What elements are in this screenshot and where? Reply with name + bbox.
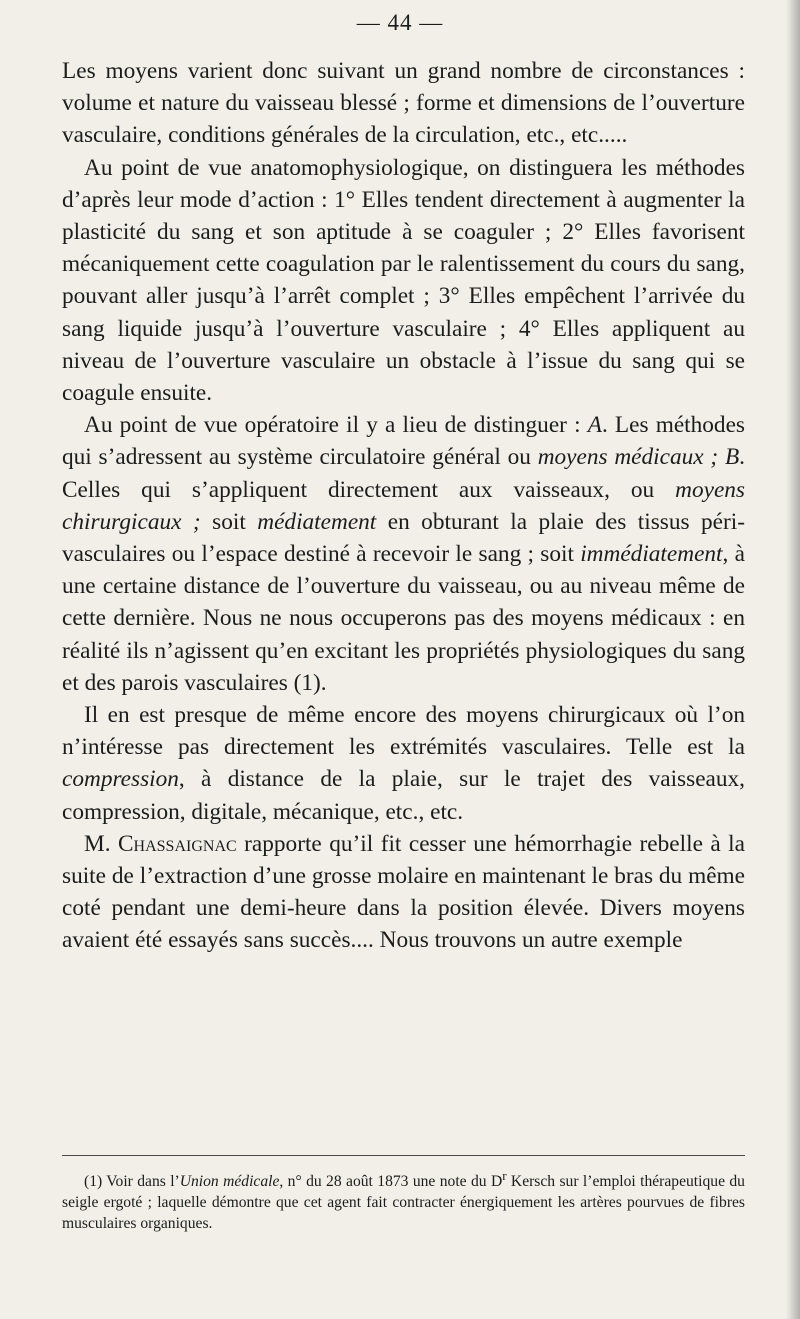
paragraph-2: Au point de vue anatomophysiologique, on distinguera les méthodes d’après leur mode d’action : 1° Elles tendent directement à augmenter la plasticité du sang et son aptitude à se coaguler ; 2° Elles favorisent mécaniquement cette coagulation par le ralentissement du cours du sang, pouvant aller jusqu’à l’arrêt complet ; 3° Elles empêchent l’arrivée du sang liquide jusqu’à l’ouverture vasculaire ; 4° Elles appliquent au niveau de l’ouverture vasculaire un obstacle à l’issue du sang qui se coagule ensuite. <box>62 154 745 407</box>
text-segment: , n° du 28 août 1873 une note du D <box>279 1173 503 1191</box>
italic-segment: immédiatement <box>580 541 723 568</box>
paragraph-3 <box>62 409 745 699</box>
footnote-divider <box>62 1155 745 1156</box>
author-name: Chassaignac <box>118 830 237 857</box>
footnote-marker: (1) <box>84 1173 103 1191</box>
italic-segment: A <box>587 412 602 439</box>
italic-segment: compression <box>62 766 179 793</box>
page-edge-shadow <box>786 0 800 1319</box>
text-segment: , à une certaine distance de l’ouverture du vaisseau, ou au niveau même de cette dernière. Nous ne nous occuperons pas des moyens médicaux : en réalité ils n’agissent qu’en excitant les propriétés physiologiques du sang et des parois vasculaires (1). <box>62 541 745 696</box>
body-text <box>62 55 745 957</box>
page-number: — 44 — <box>356 10 444 35</box>
italic-segment: Union médicale <box>179 1173 280 1191</box>
text-segment: . Celles qui s’appliquent directement aux vaisseaux, ou <box>62 444 745 503</box>
superscript: r <box>502 1168 507 1183</box>
paragraph-4 <box>62 699 745 828</box>
text-segment: Voir dans l’ <box>102 1173 180 1191</box>
text-segment: , à distance de la plaie, sur le trajet des vaisseaux, compression, digitale, mécanique, etc., etc. <box>62 766 745 825</box>
text-segment: Il en est presque de même encore des moyens chirurgicaux où l’on n’intéresse pas directement les extrémités vasculaires. Telle est la <box>62 702 745 761</box>
text-segment: Kersch sur l’emploi thérapeutique du seigle ergoté ; laquelle démontre que cet agent fait contracter énergiquement les artères pourvues de fibres musculaires organiques. <box>62 1173 745 1233</box>
text-segment: rapporte qu’il fit cesser une hémorrhagie rebelle à la suite de l’extraction d’une grosse molaire en maintenant le bras du même coté pendant une demi-heure dans la position élevée. Divers moyens avaient été essayés sans succès.... Nous trouvons un autre exemple <box>62 830 745 954</box>
text-segment: soit <box>200 508 258 535</box>
text-segment: M. <box>84 830 119 857</box>
paragraph-1: Les moyens varient donc suivant un grand nombre de circonstances : volume et nature du vaisseau blessé ; forme et dimensions de l’ouverture vasculaire, conditions générales de la circulation, etc., etc..... <box>62 58 745 149</box>
text-segment: Au point de vue opératoire il y a lieu de distinguer : <box>84 412 588 439</box>
italic-segment: moyens chirurgicaux ; <box>62 476 745 535</box>
text-segment: en obturant la plaie des tissus péri-vasculaires ou l’espace destiné à recevoir le sang ; soit <box>62 508 745 568</box>
text-segment: . Les méthodes qui s’adressent au système circulatoire général ou <box>62 412 745 471</box>
footnote <box>62 1165 745 1234</box>
italic-segment: moyens médicaux ; B <box>537 444 740 471</box>
italic-segment: médiatement <box>257 508 377 535</box>
paragraph-5 <box>62 828 745 957</box>
